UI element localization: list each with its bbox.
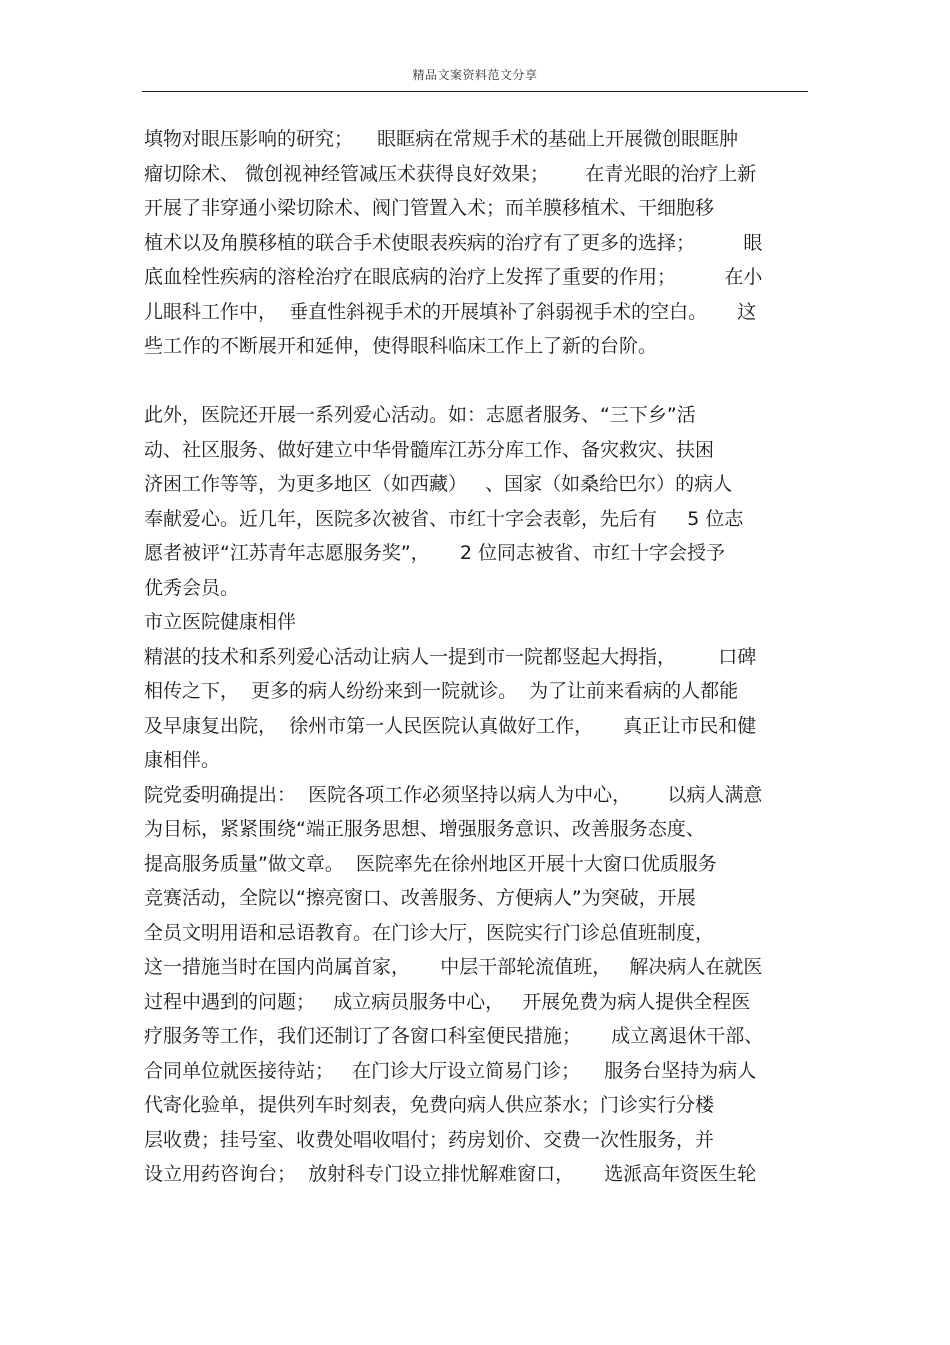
text-line: 瘤切除术、 微创视神经管减压术获得良好效果； 在青光眼的治疗上新 bbox=[144, 162, 757, 185]
text-line: 愿者被评“江苏青年志愿服务奖”， 2 位同志被省、市红十字会授予 bbox=[144, 542, 726, 564]
text-line: 及早康复出院， 徐州市第一人民医院认真做好工作， 真正让市民和健 bbox=[144, 714, 757, 737]
text-line: 为目标，紧紧围绕“端正服务思想、增强服务意识、改善服务态度、 bbox=[144, 818, 705, 840]
text-line: 植术以及角膜移植的联合手术使眼表疾病的治疗有了更多的选择； 眼 bbox=[144, 231, 763, 254]
text-line: 优秀会员。 bbox=[144, 576, 240, 599]
text-line: 精湛的技术和系列爱心活动让病人一提到市一院都竖起大拇指， 口碑 bbox=[144, 645, 757, 668]
text-line: 相传之下， 更多的病人纷纷来到一院就诊。 为了让前来看病的人都能 bbox=[144, 680, 739, 702]
text-line: 市立医院健康相伴 bbox=[144, 611, 297, 633]
text-line: 合同单位就医接待站； 在门诊大厅设立简易门诊； 服务台坚持为病人 bbox=[144, 1059, 757, 1082]
text-line: 提高服务质量”做文章。 医院率先在徐州地区开展十大窗口优质服务 bbox=[144, 852, 717, 875]
text-line: 代寄化验单，提供列车时刻表，免费向病人供应茶水；门诊实行分楼 bbox=[144, 1094, 715, 1116]
text-line: 此外，医院还开展一系列爱心活动。如：志愿者服务、“三下乡”活 bbox=[144, 404, 696, 426]
paragraph bbox=[144, 398, 814, 605]
text-line: 疗服务等工作，我们还制订了各窗口科室便民措施； 成立离退休干部、 bbox=[144, 1025, 764, 1047]
text-line: 全员文明用语和忌语教育。在门诊大厅，医院实行门诊总值班制度， bbox=[144, 921, 715, 944]
text-line: 这一措施当时在国内尚属首家， 中层干部轮流值班， 解决病人在就医 bbox=[144, 956, 763, 978]
text-line: 底血栓性疾病的溶栓治疗在眼底病的治疗上发挥了重要的作用； 在小 bbox=[144, 266, 763, 288]
header-divider bbox=[142, 91, 808, 92]
text-line: 济困工作等等，为更多地区（如西藏） 、国家（如桑给巴尔）的病人 bbox=[144, 473, 733, 495]
paragraph bbox=[144, 122, 814, 364]
paragraph bbox=[144, 640, 814, 778]
text-line: 竞赛活动，全院以“擦亮窗口、改善服务、方便病人”为突破，开展 bbox=[144, 887, 696, 909]
text-line: 奉献爱心。近几年，医院多次被省、市红十字会表彰，先后有 5 位志 bbox=[144, 507, 744, 530]
text-line: 设立用药咨询台； 放射科专门设立排忧解难窗口， 选派高年资医生轮 bbox=[144, 1163, 757, 1185]
text-line: 些工作的不断展开和延伸，使得眼科临床工作上了新的台阶。 bbox=[144, 335, 658, 357]
section-heading bbox=[144, 605, 814, 640]
text-line: 填物对眼压影响的研究； 眼眶病在常规手术的基础上开展微创眼眶肿 bbox=[144, 128, 739, 150]
text-line: 层收费；挂号室、收费处唱收唱付；药房划价、交费一次性服务，并 bbox=[144, 1128, 715, 1151]
document-body bbox=[144, 122, 814, 1192]
text-line: 院党委明确提出： 医院各项工作必须坚持以病人为中心， 以病人满意 bbox=[144, 783, 763, 806]
page-header: 精品文案资料范文分享 bbox=[412, 68, 538, 82]
text-line: 过程中遇到的问题； 成立病员服务中心， 开展免费为病人提供全程医 bbox=[144, 990, 751, 1013]
text-line: 儿眼科工作中， 垂直性斜视手术的开展填补了斜弱视手术的空白。 这 bbox=[144, 300, 757, 323]
paragraph-gap bbox=[144, 364, 814, 399]
text-line: 开展了非穿通小梁切除术、阀门管置入术；而羊膜移植术、干细胞移 bbox=[144, 197, 715, 219]
paragraph bbox=[144, 778, 814, 1192]
text-line: 康相伴。 bbox=[144, 749, 221, 771]
text-line: 动、社区服务、做好建立中华骨髓库江苏分库工作、备灾救灾、扶困 bbox=[144, 438, 715, 461]
